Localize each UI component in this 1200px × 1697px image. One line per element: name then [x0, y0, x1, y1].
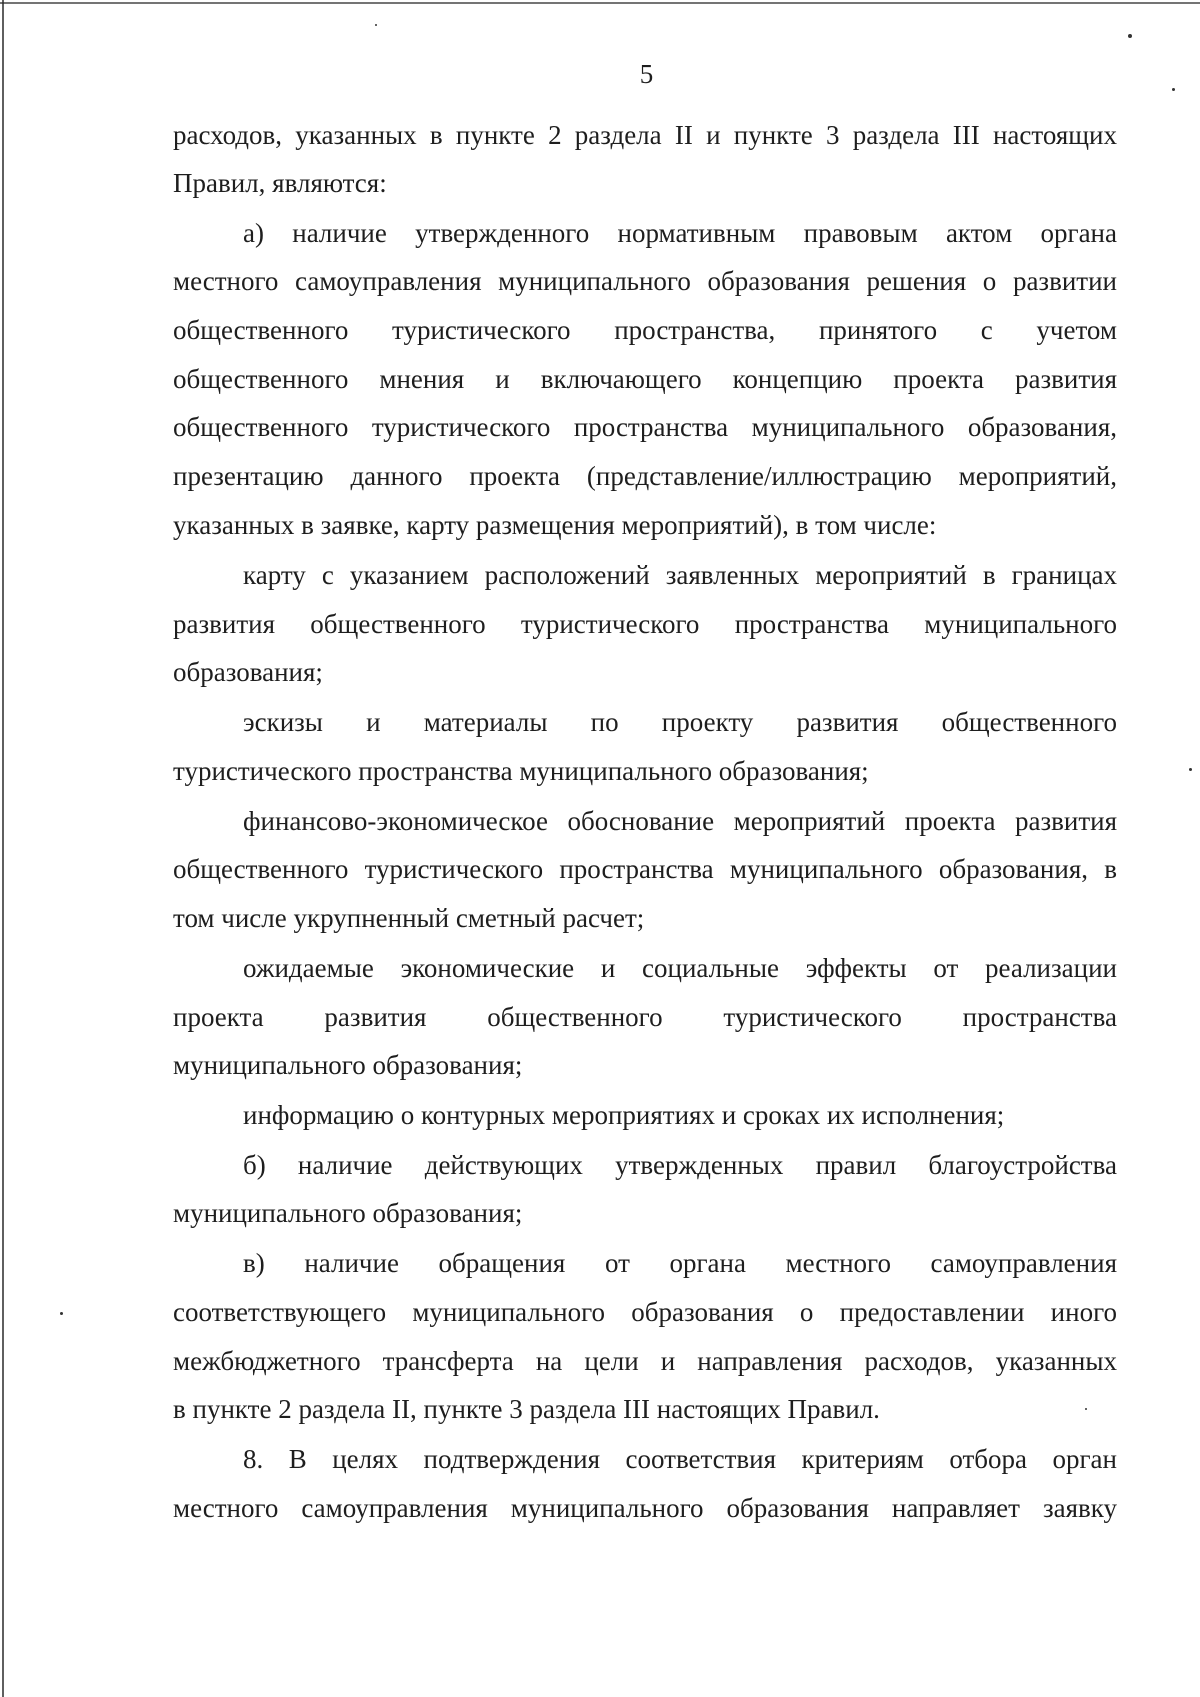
scan-speck [1189, 768, 1192, 771]
text-line: презентацию данного проекта (представление/иллюстрацию мероприятий, [173, 461, 1117, 491]
text-line: общественного мнения и включающего концепцию проекта развития [173, 364, 1117, 394]
text-line: 8. В целях подтверждения соответствия критериям отбора орган [243, 1444, 1117, 1474]
text-line: общественного туристического пространства, принятого с учетом [173, 315, 1117, 345]
text-line: карту с указанием расположений заявленных мероприятий в границах [243, 560, 1117, 590]
text-line: эскизы и материалы по проекту развития общественного [243, 707, 1117, 737]
text-line: в пункте 2 раздела II, пункте 3 раздела III настоящих Правил. [173, 1394, 880, 1424]
text-line: общественного туристического пространства муниципального образования, в [173, 854, 1117, 884]
text-line: муниципального образования; [173, 1198, 523, 1228]
text-line: местного самоуправления муниципального образования решения о развитии [173, 266, 1117, 296]
text-line: межбюджетного трансферта на цели и направления расходов, указанных [173, 1346, 1117, 1376]
scan-speck [375, 24, 377, 26]
scan-border-top [0, 2, 1200, 4]
scan-speck [1085, 1408, 1087, 1410]
text-line: ожидаемые экономические и социальные эффекты от реализации [243, 953, 1117, 983]
text-line: расходов, указанных в пункте 2 раздела II и пункте 3 раздела III настоящих [173, 120, 1117, 150]
text-line: общественного туристического пространства муниципального образования, [173, 412, 1117, 442]
text-line: указанных в заявке, карту размещения мероприятий), в том числе: [173, 510, 937, 540]
text-line: б) наличие действующих утвержденных правил благоустройства [243, 1150, 1117, 1180]
scan-speck [1172, 88, 1175, 91]
text-line: в) наличие обращения от органа местного самоуправления [243, 1248, 1117, 1278]
scan-speck [1128, 34, 1132, 38]
page-number: 5 [639, 59, 654, 89]
text-line: финансово-экономическое обоснование мероприятий проекта развития [243, 806, 1117, 836]
text-line: местного самоуправления муниципального образования направляет заявку [173, 1493, 1117, 1523]
text-line: Правил, являются: [173, 168, 387, 198]
text-line: проекта развития общественного туристического пространства [173, 1002, 1117, 1032]
text-line: а) наличие утвержденного нормативным правовым актом органа [243, 218, 1117, 248]
text-line: образования; [173, 657, 323, 687]
scan-speck [60, 1312, 63, 1315]
text-line: соответствующего муниципального образования о предоставлении иного [173, 1297, 1117, 1327]
text-line: муниципального образования; [173, 1050, 523, 1080]
text-line: туристического пространства муниципального образования; [173, 756, 869, 786]
text-line: информацию о контурных мероприятиях и сроках их исполнения; [243, 1100, 1005, 1130]
text-line: развития общественного туристического пространства муниципального [173, 609, 1117, 639]
scan-border-left [2, 0, 4, 1697]
text-line: том числе укрупненный сметный расчет; [173, 903, 645, 933]
